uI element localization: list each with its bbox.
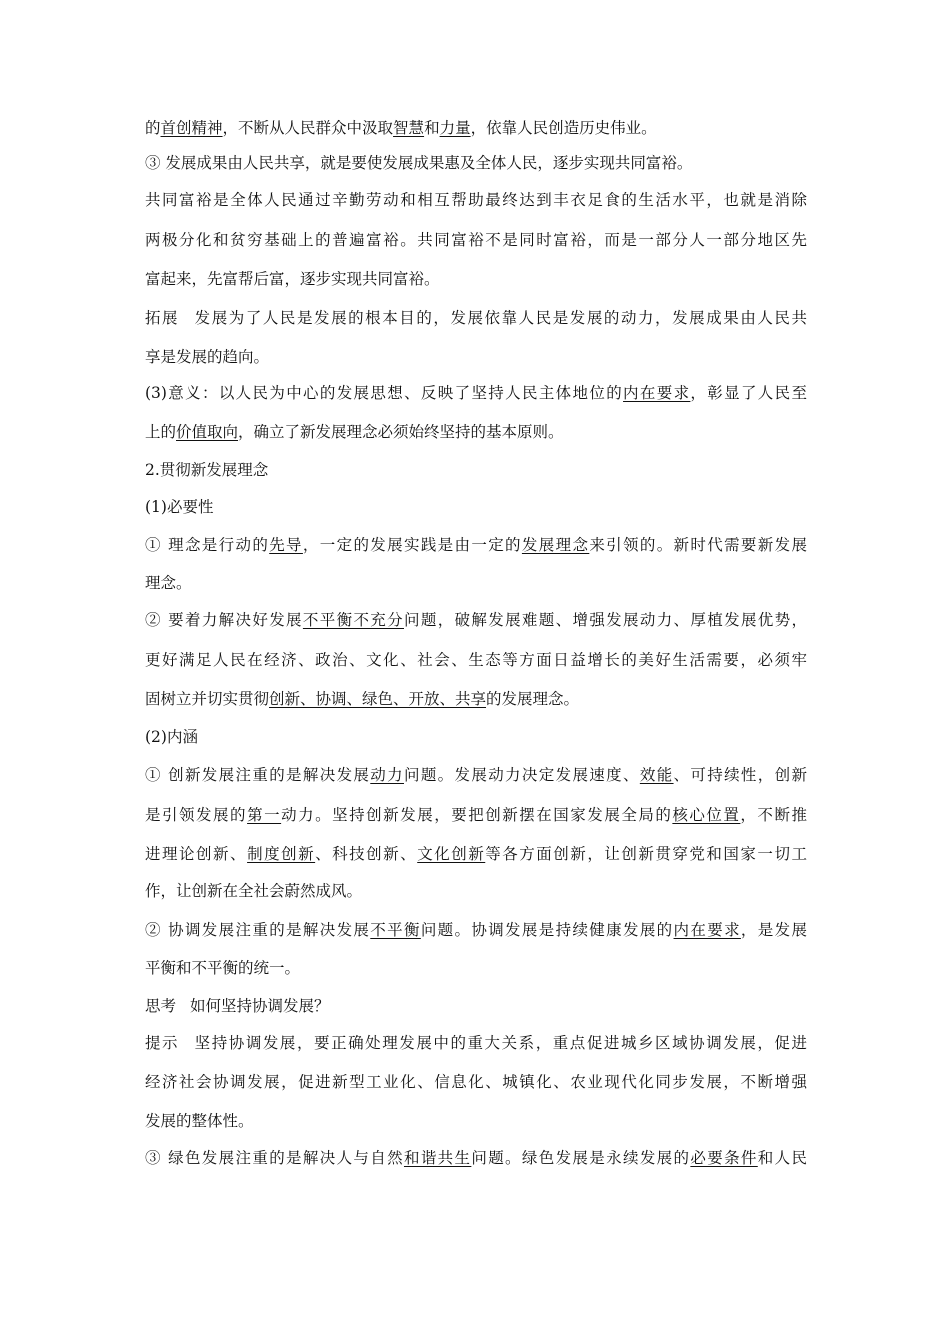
text-segment: 上的 — [145, 423, 177, 441]
underlined-keyword: 不平衡 — [370, 921, 421, 939]
text-line — [145, 533, 807, 557]
text-segment: ，一定的发展实践是由一定的 — [302, 536, 522, 554]
text-line — [145, 495, 213, 519]
text-line — [145, 1070, 807, 1094]
text-segment: ，确立了新发展理念必须始终坚持的基本原则。 — [238, 423, 564, 441]
text-segment: 问题。发展动力决定发展速度、 — [403, 766, 640, 784]
underlined-keyword: 效能 — [639, 766, 674, 784]
text-segment: 拓展 — [145, 309, 180, 327]
text-segment: (3)意义：以人民为中心的发展思想、反映了坚持人民主体地位的 — [145, 384, 624, 402]
text-segment: 两极分化和贫穷基础上的普遍富裕。共同富裕不是同时富裕，而是一部分人一部分地区先 — [145, 231, 807, 249]
text-line — [145, 956, 300, 980]
text-segment: 经济社会协调发展，促进新型工业化、信息化、城镇化、农业现代化同步发展，不断增强 — [145, 1073, 807, 1091]
text-line — [145, 803, 807, 827]
text-segment: ② 要着力解决好发展 — [145, 611, 303, 629]
text-segment: 发展的整体性。 — [145, 1112, 254, 1130]
text-segment: 思考 — [145, 997, 177, 1015]
underlined-keyword: 第一 — [247, 806, 282, 824]
text-line — [145, 608, 807, 632]
text-line — [145, 763, 807, 787]
text-segment: ③ 绿色发展注重的是解决人与自然 — [145, 1149, 404, 1167]
text-segment: 问题，破解发展难题、增强发展动力、厚植发展优势， — [404, 611, 807, 629]
text-line — [145, 648, 807, 672]
text-segment: (2)内涵 — [145, 728, 198, 746]
text-segment: 动力。坚持创新发展，要把创新摆在国家发展全局的 — [281, 806, 673, 824]
text-segment: ① 创新发展注重的是解决发展 — [145, 766, 371, 784]
text-line — [145, 151, 692, 175]
text-segment: 理念。 — [145, 574, 192, 592]
underlined-keyword: 智慧 — [393, 119, 425, 137]
underlined-keyword: 力量 — [439, 119, 471, 137]
text-segment: 问题。绿色发展是永续发展的 — [471, 1149, 691, 1167]
text-line — [145, 188, 807, 212]
text-line — [145, 725, 198, 749]
text-line — [145, 420, 564, 444]
text-segment: 2.贯彻新发展理念 — [145, 461, 269, 479]
text-segment: 提示 — [145, 1034, 180, 1052]
text-segment: ，彰显了人民至 — [690, 384, 807, 402]
text-segment: (1)必要性 — [145, 498, 214, 516]
text-segment: 平衡和不平衡的统一。 — [145, 959, 301, 977]
underlined-keyword: 不平衡不充分 — [302, 611, 404, 629]
text-segment: 发展为了人民是发展的根本目的，发展依靠人民是发展的动力，发展成果由人民共 — [193, 309, 807, 327]
text-segment: 固树立并切实贯彻 — [145, 690, 270, 708]
text-line — [145, 345, 269, 369]
text-line — [145, 116, 657, 140]
text-segment: ，依靠人民创造历史伟业。 — [470, 119, 657, 137]
underlined-keyword: 先导 — [269, 536, 303, 554]
text-segment: 坚持协调发展，要正确处理发展中的重大关系，重点促进城乡区域协调发展，促进 — [193, 1034, 807, 1052]
underlined-keyword: 和谐共生 — [403, 1149, 472, 1167]
text-line — [145, 381, 807, 405]
text-segment: 作，让创新在全社会蔚然成风。 — [145, 882, 363, 900]
text-segment: 的发展理念。 — [486, 690, 580, 708]
text-line — [145, 1109, 254, 1133]
text-segment: 共同富裕是全体人民通过辛勤劳动和相互帮助最终达到丰衣足食的生活水平，也就是消除 — [145, 191, 807, 209]
underlined-keyword: 核心位置 — [672, 806, 741, 824]
underlined-keyword: 首创精神 — [160, 119, 223, 137]
text-segment: ① 理念是行动的 — [145, 536, 270, 554]
text-segment: ③ 发展成果由人民共享，就是要使发展成果惠及全体人民，逐步实现共同富裕。 — [145, 154, 693, 172]
text-line — [145, 842, 807, 866]
text-segment: 问题。协调发展是持续健康发展的 — [420, 921, 674, 939]
underlined-keyword: 发展理念 — [521, 536, 590, 554]
text-segment: 进理论创新、 — [145, 845, 248, 863]
text-segment: 和人民 — [757, 1149, 807, 1167]
text-line — [145, 687, 579, 711]
text-line — [145, 1031, 807, 1055]
underlined-keyword: 动力 — [370, 766, 404, 784]
text-segment: ，是发展 — [740, 921, 807, 939]
text-segment: ，不断推 — [740, 806, 807, 824]
text-line — [145, 458, 268, 482]
text-segment: 享是发展的趋向。 — [145, 348, 270, 366]
text-segment: 和 — [424, 119, 440, 137]
text-segment: 的 — [145, 119, 161, 137]
text-segment: 富起来，先富帮后富，逐步实现共同富裕。 — [145, 270, 440, 288]
text-segment: 、科技创新、 — [315, 845, 418, 863]
text-line — [145, 571, 192, 595]
text-segment: 是引领发展的 — [145, 806, 248, 824]
text-segment: 来引领的。新时代需要新发展 — [589, 536, 807, 554]
text-segment: 等各方面创新，让创新贯穿党和国家一切工 — [485, 845, 807, 863]
underlined-keyword: 价值取向 — [176, 423, 239, 441]
text-line — [145, 1146, 807, 1170]
underlined-keyword: 制度创新 — [247, 845, 316, 863]
text-line — [145, 228, 807, 252]
text-line — [145, 994, 330, 1018]
text-segment: ，不断从人民群众中汲取 — [222, 119, 394, 137]
underlined-keyword: 文化创新 — [417, 845, 486, 863]
text-segment: ② 协调发展注重的是解决发展 — [145, 921, 371, 939]
underlined-keyword: 内在要求 — [673, 921, 741, 939]
text-line — [145, 918, 807, 942]
text-segment: 更好满足人民在经济、政治、文化、社会、生态等方面日益增长的美好生活需要，必须牢 — [145, 651, 807, 669]
text-segment: 如何坚持协调发展？ — [190, 997, 330, 1015]
underlined-keyword: 必要条件 — [690, 1149, 758, 1167]
text-segment: 、可持续性，创新 — [673, 766, 807, 784]
underlined-keyword: 创新、协调、绿色、开放、共享 — [269, 690, 487, 708]
text-line — [145, 306, 807, 330]
underlined-keyword: 内在要求 — [623, 384, 691, 402]
text-line — [145, 267, 440, 291]
text-line — [145, 879, 362, 903]
